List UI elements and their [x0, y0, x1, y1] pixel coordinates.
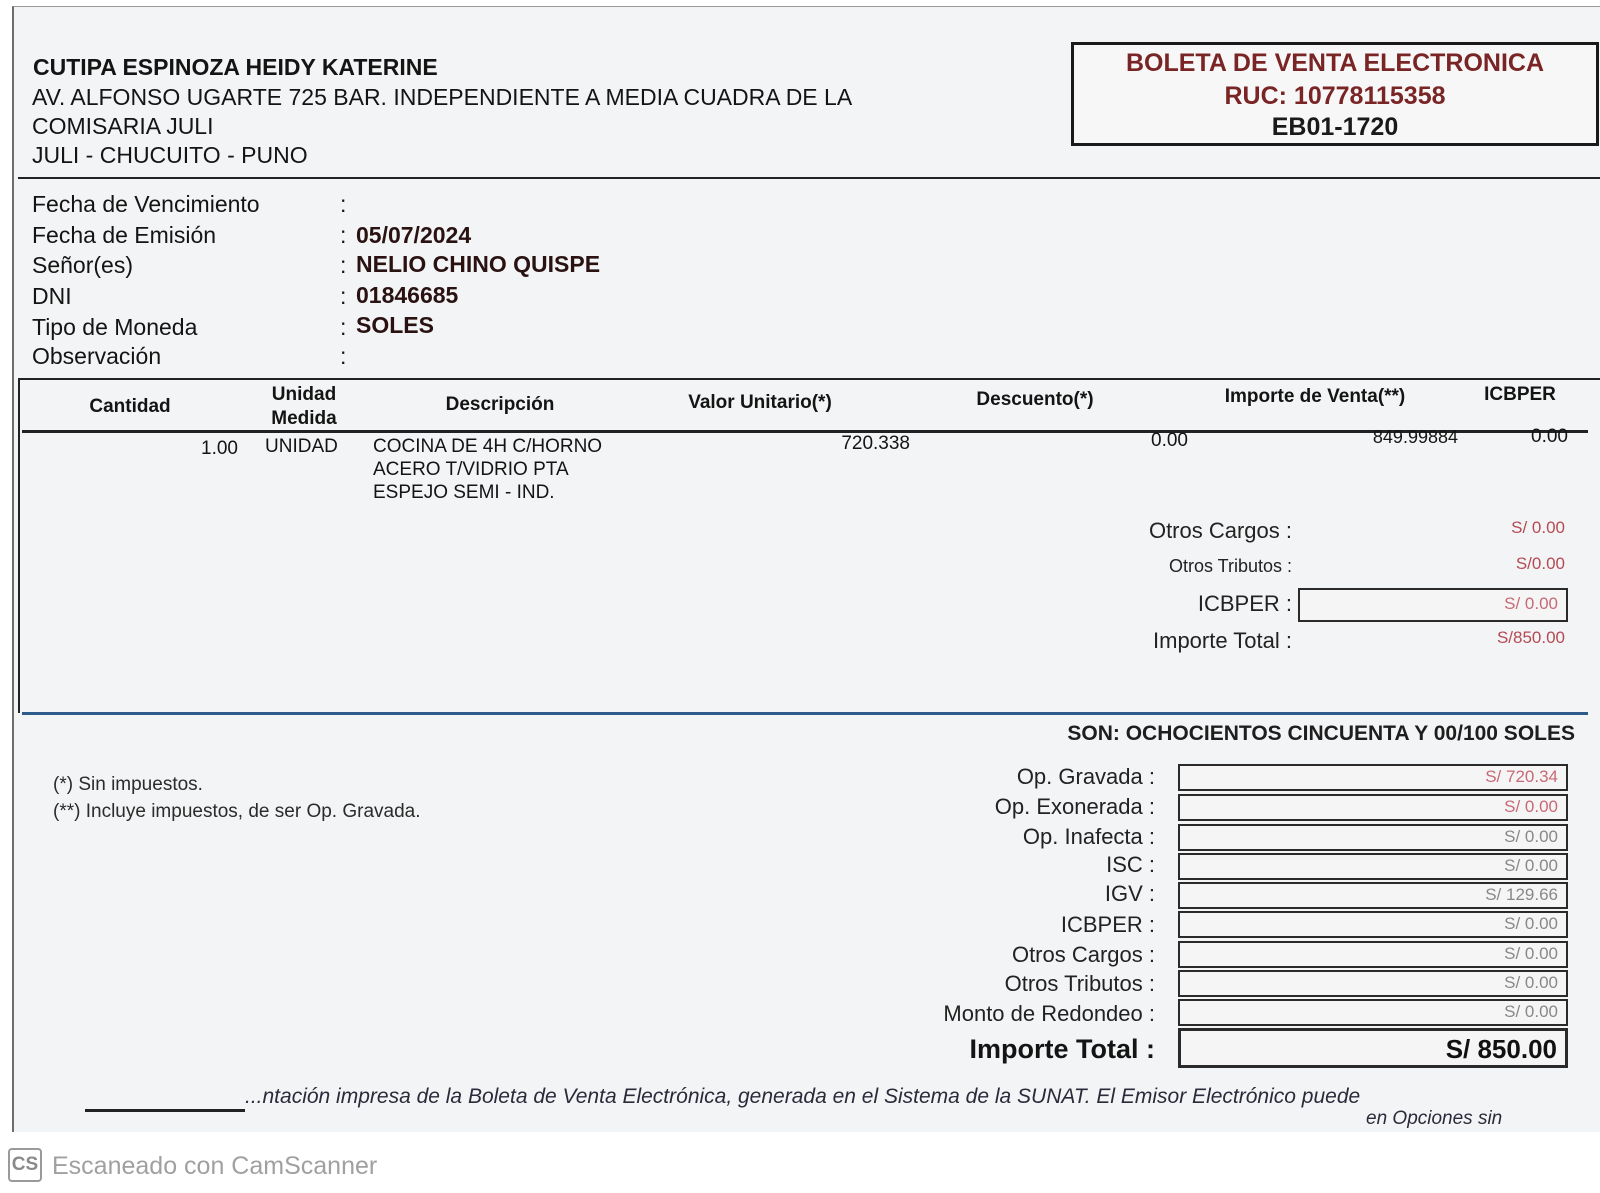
summary-value: S/ 0.00	[1504, 973, 1558, 992]
cell-descuento: 0.00	[1151, 430, 1188, 451]
summary-box	[1178, 970, 1568, 997]
subtotal-value: S/ 0.00	[1504, 594, 1558, 613]
subtotal-icbper-box	[1298, 588, 1568, 622]
summary-label: IGV :	[1104, 881, 1155, 906]
subtotal-label: Otros Cargos :	[1148, 518, 1292, 543]
scanner-watermark	[0, 1132, 1600, 1193]
issuer-name: CUTIPA ESPINOZA HEIDY KATERINE	[33, 54, 438, 80]
col-header-importe: Importe de Venta(**)	[1224, 386, 1406, 407]
col-header-descuento: Descuento(*)	[976, 389, 1094, 410]
camscanner-logo-icon: CS	[8, 1148, 42, 1182]
footer-legal-line2: en Opciones sin	[1366, 1108, 1503, 1129]
grand-total-label: Importe Total :	[969, 1034, 1155, 1064]
summary-box	[1178, 882, 1568, 909]
summary-label: Monto de Redondeo :	[943, 1001, 1155, 1026]
grand-total-value: S/ 850.00	[1445, 1034, 1557, 1064]
info-label: Fecha de Vencimiento	[32, 191, 260, 217]
summary-box	[1178, 853, 1568, 880]
header-divider	[18, 177, 1600, 179]
cell-valor-unitario: 720.338	[841, 433, 910, 454]
subtotal-value: S/ 0.00	[1511, 518, 1565, 537]
summary-value: S/ 720.34	[1485, 767, 1558, 786]
info-colon: :	[340, 343, 347, 369]
issuer-location: JULI - CHUCUITO - PUNO	[32, 142, 308, 168]
info-colon: :	[340, 191, 347, 217]
subtotal-label: ICBPER :	[1197, 591, 1292, 616]
document-number: EB01-1720	[1271, 113, 1399, 141]
table-bottom-border	[22, 712, 1588, 715]
summary-box	[1178, 911, 1568, 938]
summary-value: S/ 129.66	[1485, 885, 1558, 904]
document-type-box	[1071, 42, 1599, 146]
currency: SOLES	[356, 312, 434, 338]
summary-label: ICBPER :	[1060, 912, 1155, 937]
info-label: DNI	[32, 283, 72, 309]
summary-label: ISC :	[1106, 852, 1155, 877]
summary-label: Op. Exonerada :	[994, 794, 1155, 819]
table-left-border	[18, 378, 20, 713]
document-title: BOLETA DE VENTA ELECTRONICA	[1125, 49, 1545, 77]
summary-value: S/ 0.00	[1504, 827, 1558, 846]
footer-rule	[85, 1109, 245, 1112]
table-top-border	[18, 378, 1600, 380]
summary-value: S/ 0.00	[1504, 1002, 1558, 1021]
col-header-cantidad: Cantidad	[89, 396, 171, 417]
col-header-medida: Medida	[271, 408, 337, 429]
cell-cantidad: 1.00	[201, 438, 238, 459]
summary-value: S/ 0.00	[1504, 797, 1558, 816]
summary-value: S/ 0.00	[1504, 914, 1558, 933]
amount-in-words: SON: OCHOCIENTOS CINCUENTA Y 00/100 SOLES	[1067, 722, 1575, 745]
summary-box	[1178, 941, 1568, 968]
camscanner-text: Escaneado con CamScanner	[52, 1152, 378, 1180]
summary-box	[1178, 794, 1568, 821]
summary-label: Otros Cargos :	[1011, 942, 1155, 967]
issuer-address-line2: COMISARIA JULI	[32, 113, 214, 139]
cell-descripcion-2: ACERO T/VIDRIO PTA	[373, 459, 569, 480]
grand-total-box	[1178, 1028, 1568, 1068]
cell-icbper: 0.00	[1531, 426, 1568, 447]
issue-date: 05/07/2024	[356, 222, 472, 248]
cell-importe: 849.99884	[1372, 427, 1458, 447]
summary-value: S/ 0.00	[1504, 944, 1558, 963]
issuer-address-line1: AV. ALFONSO UGARTE 725 BAR. INDEPENDIENTE A MEDIA CUADRA DE LA	[32, 84, 853, 110]
info-colon: :	[340, 222, 347, 248]
cell-unidad: UNIDAD	[265, 436, 338, 457]
customer-name: NELIO CHINO QUISPE	[356, 251, 601, 277]
summary-value: S/ 0.00	[1504, 856, 1558, 875]
col-header-unidad: Unidad	[271, 384, 337, 405]
info-label: Fecha de Emisión	[32, 222, 217, 248]
document-ruc: RUC: 10778115358	[1224, 82, 1446, 110]
info-colon: :	[340, 252, 347, 278]
summary-box	[1178, 999, 1568, 1026]
footer-legal-line1: ...ntación impresa de la Boleta de Venta Electrónica, generada en el Sistema de la SUNAT. El Emisor Electrónico puede	[245, 1085, 1361, 1108]
note-incluye-impuestos: (**) Incluye impuestos, de ser Op. Gravada.	[53, 801, 421, 822]
subtotal-label: Importe Total :	[1153, 628, 1292, 653]
summary-label: Otros Tributos :	[1004, 971, 1155, 996]
note-sin-impuestos: (*) Sin impuestos.	[53, 774, 203, 795]
info-colon: :	[340, 314, 347, 340]
col-header-descripcion: Descripción	[445, 394, 555, 415]
subtotal-value: S/0.00	[1515, 554, 1565, 573]
cell-descripcion-3: ESPEJO SEMI - IND.	[373, 482, 555, 503]
summary-box	[1178, 824, 1568, 851]
cell-descripcion-1: COCINA DE 4H C/HORNO	[373, 436, 603, 457]
subtotal-label: Otros Tributos :	[1168, 556, 1292, 576]
summary-label: Op. Gravada :	[1016, 764, 1155, 789]
summary-box	[1178, 764, 1568, 791]
info-colon: :	[340, 283, 347, 309]
summary-label: Op. Inafecta :	[1022, 824, 1155, 849]
info-label: Tipo de Moneda	[32, 314, 198, 340]
col-header-icbper: ICBPER	[1484, 384, 1556, 405]
info-label: Señor(es)	[32, 252, 133, 278]
info-label: Observación	[32, 343, 162, 369]
subtotal-value: S/850.00	[1496, 628, 1565, 647]
col-header-valor-unitario: Valor Unitario(*)	[688, 392, 832, 413]
customer-dni: 01846685	[356, 282, 459, 308]
